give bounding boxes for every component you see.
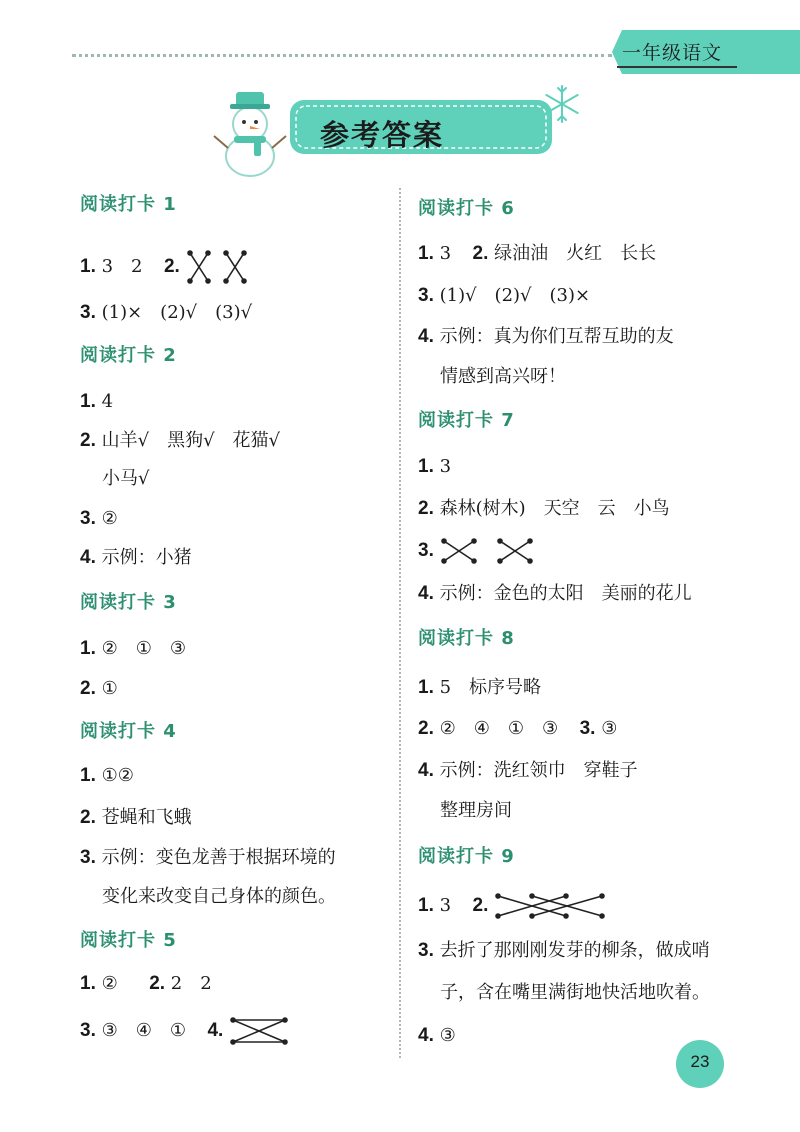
column-divider [399,188,401,1058]
matching-lines-diagram [229,1016,289,1046]
answer-continuation: 变化来改变自己身体的颜色。 [102,886,336,907]
section-heading: 阅读打卡 3 [80,592,177,613]
matching-lines-diagram [440,537,536,565]
snowflake-icon [540,82,584,126]
section-heading: 阅读打卡 7 [418,410,515,431]
section-heading: 阅读打卡 2 [80,345,177,366]
answer-line: 2. 森林(树木) 天空 云 小鸟 [418,498,670,519]
grade-label: 一年级语文 [622,42,723,64]
answer-continuation: 小马√ [102,468,150,489]
section-heading: 阅读打卡 5 [80,930,177,951]
answer-line: 4. ③ [418,1025,456,1046]
answer-line: 4. 示例：金色的太阳 美丽的花儿 [418,583,692,604]
answer-continuation: 情感到高兴呀！ [440,366,566,387]
answer-line: 3. ② [80,508,118,529]
matching-lines-diagram [186,250,250,284]
page-number: 23 [690,1052,710,1071]
answer-line: 2. ① [80,678,118,699]
snowman-icon [214,92,286,176]
grade-underline [617,66,737,68]
section-heading: 阅读打卡 9 [418,846,515,867]
answer-continuation: 整理房间 [440,800,512,821]
answer-line: 3. 去折了那刚刚发芽的柳条，做成哨 [418,940,710,961]
answer-line: 4. 示例：真为你们互帮互助的友 [418,326,674,347]
answer-line: 4. 示例：洗红领巾 穿鞋子 [418,760,638,781]
answer-line: 1. ② 2. 2 2 [80,973,212,994]
answer-continuation: 子，含在嘴里满街地快活地吹着。 [440,982,710,1003]
answer-line: 1. 5 标序号略 [418,677,542,698]
section-heading: 阅读打卡 4 [80,721,177,742]
matching-lines-diagram [494,892,606,920]
answer-line: 3. ③ ④ ① 4. [80,1016,289,1046]
answer-line: 4. 示例：小猪 [80,547,192,568]
answer-line: 3. (1)√ (2)√ (3)× [418,285,591,306]
answer-line: 1. 3 2. [418,892,606,920]
answer-line: 1. 3 2. 绿油油 火红 长长 [418,243,657,264]
answer-line: 2. 山羊√ 黑狗√ 花猫√ [80,430,281,451]
answer-line: 2. 苍蝇和飞蛾 [80,807,192,828]
answer-line: 1. ② ① ③ [80,638,187,659]
section-heading: 阅读打卡 8 [418,628,515,649]
header-dotted-rule [72,54,612,57]
section-heading: 阅读打卡 6 [418,198,515,219]
answer-line: 1. 3 2 2. [80,250,250,284]
answer-line: 1. 4 [80,391,114,412]
answer-line: 3. [418,537,536,565]
section-heading: 阅读打卡 1 [80,194,177,215]
page-title: 参考答案 [320,118,445,152]
answer-line: 1. ①② [80,765,134,786]
answer-line: 3. 示例：变色龙善于根据环境的 [80,847,336,868]
answer-line: 2. ② ④ ① ③ 3. ③ [418,718,618,739]
answer-line: 1. 3 [418,456,452,477]
answer-line: 3. (1)× (2)√ (3)√ [80,302,253,323]
